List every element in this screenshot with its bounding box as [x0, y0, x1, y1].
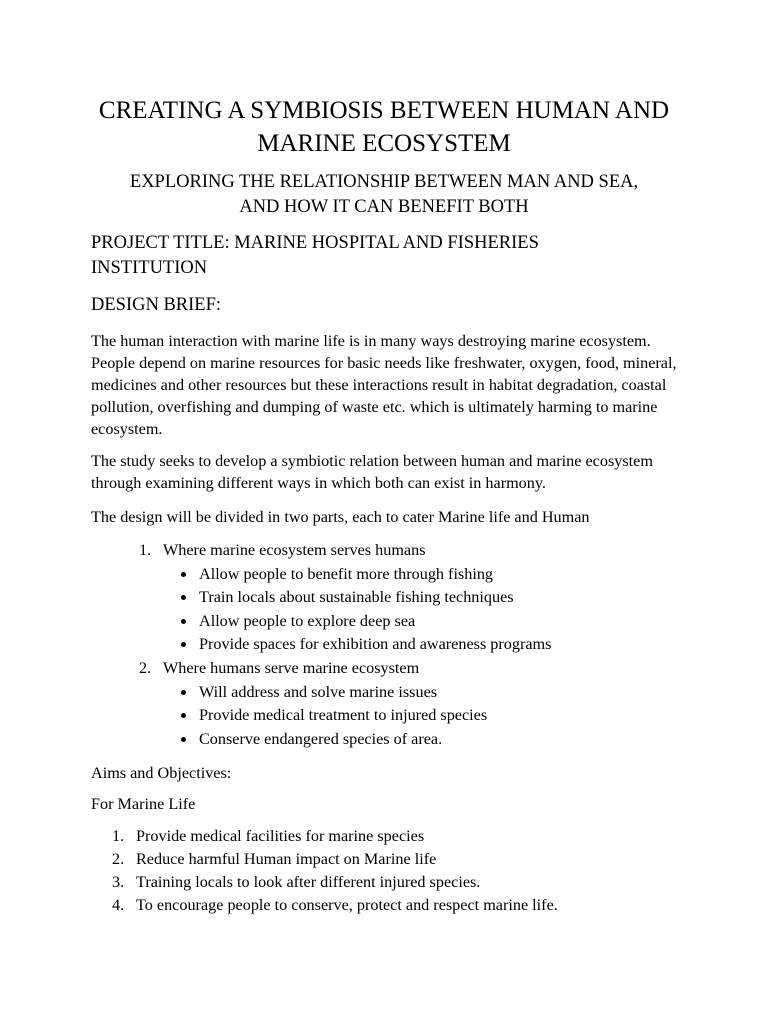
bullet-icon: [181, 690, 186, 695]
subtitle-line-2: AND HOW IT CAN BENEFIT BOTH: [239, 197, 529, 217]
bullet-text: Will address and solve marine issues: [199, 682, 438, 701]
objective-text: To encourage people to conserve, protect and respect marine life.: [136, 896, 558, 914]
design-brief-heading: DESIGN BRIEF:: [91, 295, 222, 315]
bullet-item: [181, 586, 551, 610]
objectives-list: [112, 825, 558, 917]
bullet-text: Provide medical treatment to injured species: [199, 706, 488, 725]
bullet-icon: [181, 737, 186, 742]
list-number: 2.: [112, 850, 125, 868]
for-marine-life-heading: For Marine Life: [91, 795, 196, 813]
project-title-line-2: INSTITUTION: [91, 258, 208, 278]
objective-text: Training locals to look after different injured species.: [136, 873, 481, 891]
paragraph-2: The study seeks to develop a symbiotic relation between human and marine ecosystem through examining different ways in which both can exist in harmony.: [91, 452, 653, 492]
objective-item: [112, 825, 558, 848]
bullet-item: [181, 563, 551, 587]
bullet-list: [163, 681, 551, 752]
bullet-item: [181, 681, 551, 705]
list-number: 1.: [112, 827, 125, 845]
objective-text: Reduce harmful Human impact on Marine life: [136, 850, 437, 868]
subtitle-line-1: EXPLORING THE RELATIONSHIP BETWEEN MAN AND SEA,: [129, 172, 639, 192]
bullet-text: Train locals about sustainable fishing techniques: [199, 588, 514, 607]
objective-text: Provide medical facilities for marine species: [136, 827, 425, 845]
document-subtitle: [60, 170, 708, 220]
bullet-list: [163, 563, 551, 657]
bullet-item: [181, 633, 551, 657]
objective-item: [112, 848, 558, 871]
list-number: 4.: [112, 896, 125, 914]
bullet-icon: [181, 713, 186, 718]
paragraph-1: The human interaction with marine life is in many ways destroying marine ecosystem. People depend on marine resources for basic needs like freshwater, oxygen, food, mineral, medicines and other resources but these interactions result in habitat degradation, coastal pollution, overfishing and dumping of waste etc. which is ultimately harming to marine ecosystem.: [91, 332, 677, 438]
bullet-icon: [181, 572, 186, 577]
aims-heading: Aims and Objectives:: [91, 764, 232, 782]
bullet-text: Allow people to benefit more through fishing: [199, 564, 494, 583]
list-number: 3.: [112, 873, 125, 891]
title-line-1: CREATING A SYMBIOSIS BETWEEN HUMAN AND: [98, 97, 670, 124]
objective-item: [112, 894, 558, 917]
project-title-line-1: PROJECT TITLE: MARINE HOSPITAL AND FISHERIES: [91, 233, 539, 253]
bullet-text: Allow people to explore deep sea: [199, 611, 416, 630]
list-number: 1.: [139, 541, 152, 559]
list-number: 2.: [139, 658, 152, 677]
project-title: [91, 231, 691, 281]
document-title: [60, 94, 708, 160]
bullet-text: Provide spaces for exhibition and awareness programs: [199, 635, 552, 654]
bullet-icon: [181, 619, 186, 624]
title-line-2: MARINE ECOSYSTEM: [257, 130, 511, 157]
paragraph-3: The design will be divided in two parts, each to cater Marine life and Human: [91, 508, 590, 526]
bullet-item: [181, 610, 551, 634]
part-label: Where humans serve marine ecosystem: [163, 658, 420, 677]
bullet-item: [181, 728, 551, 752]
part-item: [139, 657, 551, 751]
objective-item: [112, 871, 558, 894]
bullet-icon: [181, 595, 186, 600]
bullet-text: Conserve endangered species of area.: [199, 729, 443, 748]
part-item: [139, 539, 551, 657]
bullet-icon: [181, 642, 186, 647]
part-label: Where marine ecosystem serves humans: [163, 541, 426, 559]
bullet-item: [181, 704, 551, 728]
parts-list: [139, 539, 551, 751]
